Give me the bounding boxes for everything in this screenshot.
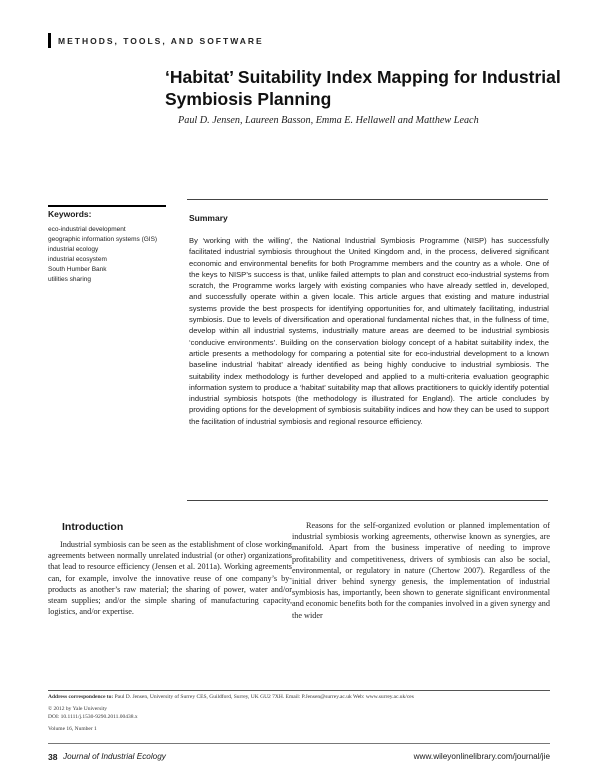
keyword-item: geographic information systems (GIS) — [48, 236, 158, 243]
keywords-list — [48, 225, 166, 285]
copyright-line: © 2012 by Yale University — [48, 706, 108, 712]
keyword-item: utilities sharing — [48, 276, 91, 283]
footer-rule — [48, 743, 550, 744]
volume-line: Volume 16, Number 1 — [48, 726, 97, 732]
section-label: METHODS, TOOLS, AND SOFTWARE — [58, 36, 264, 46]
article-authors: Paul D. Jensen, Laureen Basson, Emma E. Hellawell and Matthew Leach — [178, 115, 479, 126]
keywords-box — [48, 205, 166, 285]
correspondence-line — [48, 693, 550, 701]
correspondence-label: Address correspondence to: — [48, 694, 114, 700]
summary-top-rule — [187, 199, 548, 200]
journal-url[interactable]: www.wileyonlinelibrary.com/journal/jie — [413, 752, 550, 761]
introduction-left-paragraph: Industrial symbiosis can be seen as the establishment of close working agreements between normally unrelated industrial (or other) organizations that lead to resource efficiency (Jensen et al. 2011a). Working agreements can, for example, involve the innovative reuse of one company’s by-products as another’s raw material; the sharing of power, water and/or steam supplies; and/or the simple sharing of manufacturing capacity, logistics, and/or expertise. — [48, 540, 292, 617]
summary-body: By ‘working with the willing’, the National Industrial Symbiosis Programme (NISP) has successfully facilitated industrial symbiosis throughout the United Kingdom and, in the process, delivered significant economic and environmental benefits for both Programme members and the country as a whole. One of the keys to NISP’s success is that, unlike failed attempts to plan and construct eco-industrial systems from scratch, the Programme works largely with existing companies who have already settled in, developed, and successfully operate within a given locale. This article argues that existing and mature industrial systems provide the best prospects for identifying opportunities for, and ultimately facilitating, industrial symbiosis. Due to levels of diversification and operational fundamental niches that, in the fullness of time, develop within all industrial systems, industrially mature areas are deemed to be industrial symbiosis ‘conducive environments’. Building on the conservation biology concept of a habitat suitability index, the article presents a methodology for comparing a potential site for eco-industrial development to a known baseline industrial ‘habitat’ already identified as being highly conducive to industrial symbiosis. The suitability index methodology is further developed and applied to a multi-criteria evaluation geographic information system to produce a ‘habitat’ suitability map that allows practitioners to quickly identify potential industrial symbiosis hotspots (the methodology is illustrated for England). The article concludes by providing options for the development of symbiosis suitability indices and how they can be used to support the facilitation of industrial symbiosis and regional resource efficiency. — [189, 236, 549, 426]
doi-line: DOI: 10.1111/j.1530-9290.2011.00438.x — [48, 714, 138, 720]
footnote-rule — [48, 690, 550, 691]
keyword-item: eco-industrial development — [48, 226, 126, 233]
summary-bottom-rule — [187, 500, 548, 501]
section-marker-bar — [48, 33, 51, 48]
footnotes — [48, 693, 550, 733]
correspondence-text: Paul D. Jensen, University of Surrey CES, Guildford, Surrey, UK GU2 7XH. Email: P.Jensen@surrey.ac.uk Web: www.surrey.ac.uk/ces — [114, 694, 414, 700]
page-number: 38 — [48, 752, 58, 762]
introduction-heading: Introduction — [62, 521, 124, 533]
keyword-item: industrial ecology — [48, 246, 99, 253]
journal-name: Journal of Industrial Ecology — [63, 752, 166, 761]
keyword-item: industrial ecosystem — [48, 256, 107, 263]
keywords-title: Keywords: — [48, 209, 92, 219]
summary-title: Summary — [189, 213, 228, 223]
keyword-item: South Humber Bank — [48, 266, 107, 273]
introduction-right-paragraph: Reasons for the self-organized evolution or planned implementation of industrial symbiosis working agreements, otherwise known as synergies, are manifold. Apart from the business imperative of needing to improve profitability and competitiveness, drivers of symbiosis can also be social, environmental, or regulatory in nature (Chertow 2007). Regardless of the initial driver behind synergy genesis, the implementation of industrial symbiosis has, importantly, been shown to generate significant environmental and economic benefits both for the companies involved in a given synergy and the wider — [292, 521, 550, 620]
article-title: ‘Habitat’ Suitability Index Mapping for Industrial Symbiosis Planning — [165, 67, 561, 109]
